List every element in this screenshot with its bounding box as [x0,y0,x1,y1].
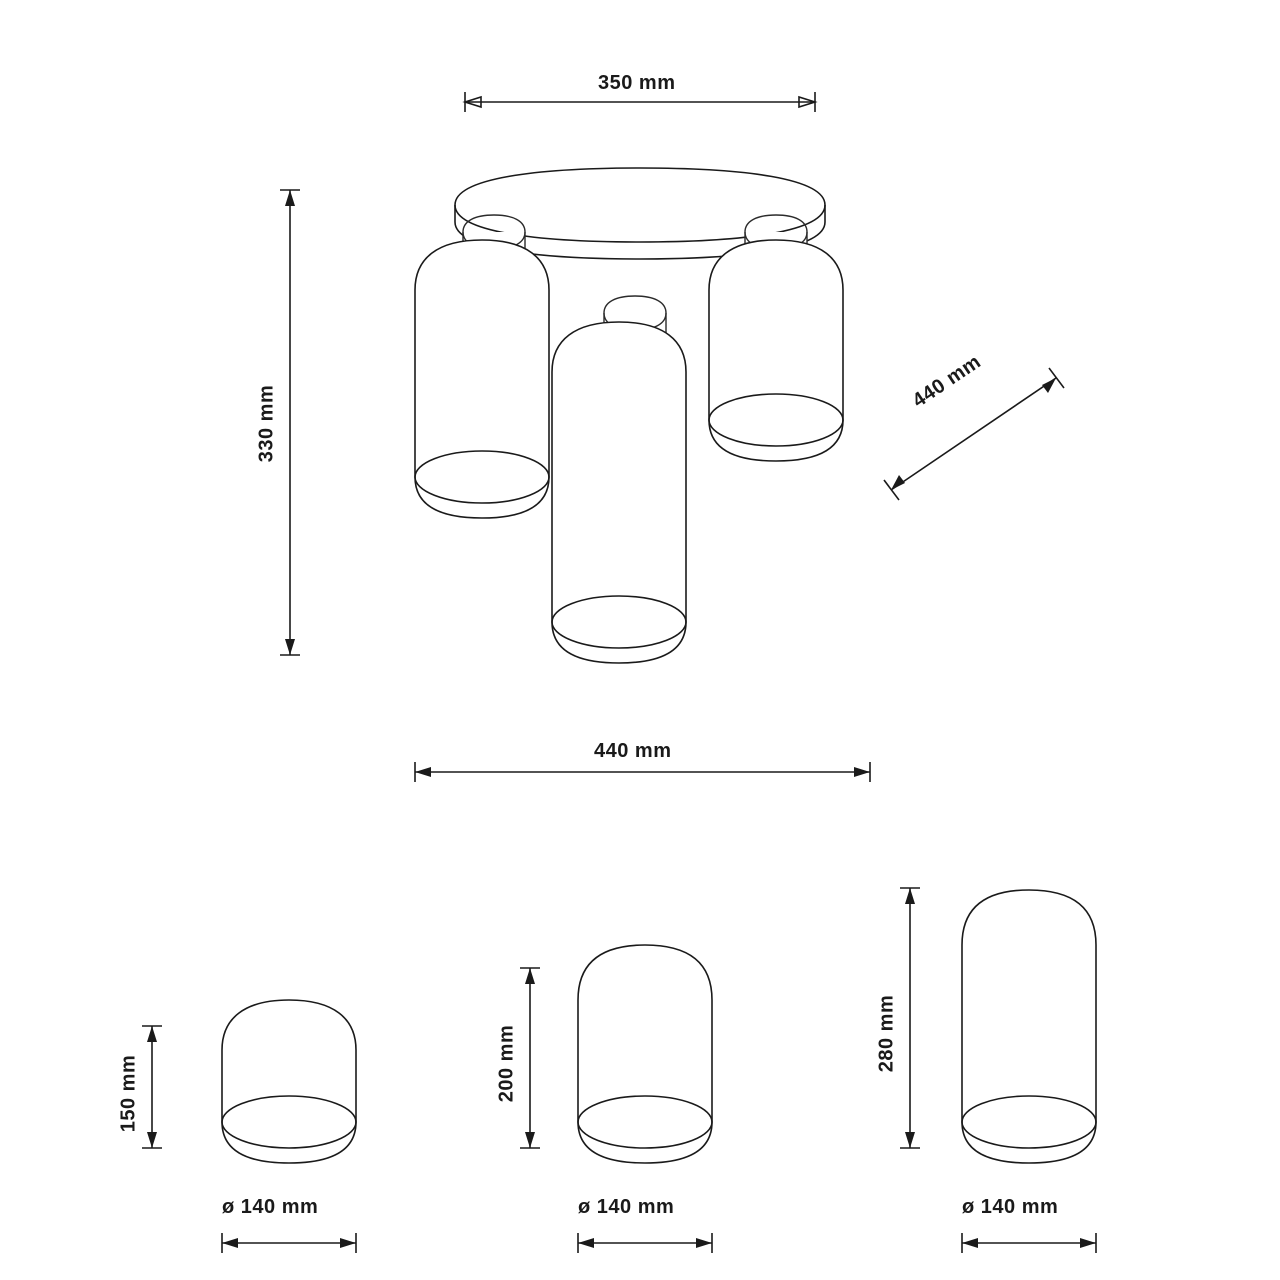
label-large-diameter: ø 140 mm [962,1196,1059,1218]
dimension-large-diameter [962,1233,1096,1253]
label-small-diameter: ø 140 mm [222,1196,319,1218]
dimension-small-height [142,1026,162,1148]
dimension-medium-diameter [578,1233,712,1253]
shade-left [415,215,549,518]
label-depth: 440 mm [908,350,986,413]
label-medium-diameter: ø 140 mm [578,1196,675,1218]
label-large-height: 280 mm [875,994,898,1073]
shade-center [552,296,686,663]
label-height: 330 mm [255,384,278,463]
dimension-large-height [900,888,920,1148]
label-overall-width: 440 mm [594,740,672,762]
label-top-width: 350 mm [598,72,676,94]
dimension-overall-width [415,762,870,782]
dimension-top-width [465,92,815,112]
label-small-height: 150 mm [117,1054,140,1133]
shade-right [709,215,843,461]
dimension-small-diameter [222,1233,356,1253]
dimension-medium-height [520,968,540,1148]
dimension-depth [884,368,1064,500]
dimension-height [280,190,300,655]
label-medium-height: 200 mm [495,1024,518,1103]
lamp-assembly [415,168,843,663]
